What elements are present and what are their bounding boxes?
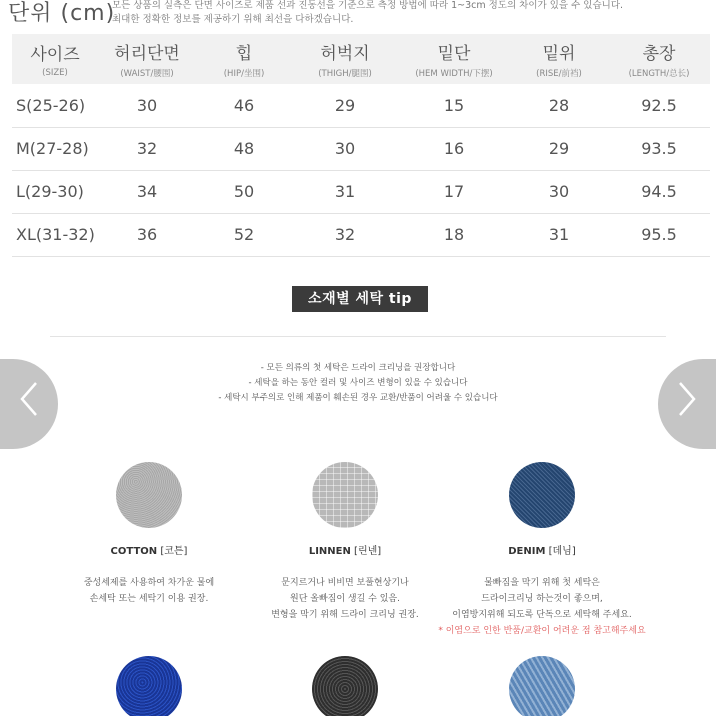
table-cell: 48 [196, 127, 292, 170]
table-row [12, 84, 710, 127]
fabric-desc-cotton: 중성세제를 사용하여 차가운 물에 손세탁 또는 세탁기 이용 권장. [83, 578, 215, 604]
table-cell: S(25-26) [12, 84, 98, 127]
table-cell: 17 [398, 170, 510, 213]
col-thigh: 허벅지 (THIGH/腿围) [292, 34, 398, 84]
table-row [12, 170, 710, 213]
wash-note: - 세탁시 부주의로 인해 제품이 훼손된 경우 교환/반품이 어려울 수 있습니다 [218, 393, 498, 403]
table-cell: 36 [98, 213, 196, 256]
table-cell: 52 [196, 213, 292, 256]
table-cell: 50 [196, 170, 292, 213]
fabric-swatch [116, 656, 182, 716]
table-cell: M(27-28) [12, 127, 98, 170]
notice-line-1: 모든 상품의 실측은 단면 사이즈로 제품 선과 진동선을 기준으로 측정 방법에 따라 1~3cm 정도의 차이가 있을 수 있습니다. [112, 0, 624, 11]
table-cell: 29 [292, 84, 398, 127]
table-cell: 31 [292, 170, 398, 213]
chevron-left-icon [17, 379, 41, 429]
table-cell: 18 [398, 213, 510, 256]
wash-tip-title: 소재별 세탁 tip [292, 286, 428, 312]
table-cell: 32 [292, 213, 398, 256]
table-cell: 32 [98, 127, 196, 170]
table-cell: 30 [98, 84, 196, 127]
table-cell: 30 [510, 170, 608, 213]
cotton-swatch [116, 462, 182, 528]
table-cell: 94.5 [608, 170, 710, 213]
table-row [12, 127, 710, 170]
denim-warning: * 이염으로 인한 반품/교환이 어려운 점 참고해주세요 [438, 626, 646, 636]
table-cell: 93.5 [608, 127, 710, 170]
table-cell: 31 [510, 213, 608, 256]
notice-line-2: 최대한 정확한 정보를 제공하기 위해 최선을 다하겠습니다. [112, 14, 354, 25]
table-cell: 46 [196, 84, 292, 127]
col-rise: 밑위 (RISE/前裆) [510, 34, 608, 84]
table-row [12, 213, 710, 256]
fabric-swatch [509, 656, 575, 716]
size-table-header [12, 34, 710, 84]
table-cell: 29 [510, 127, 608, 170]
fabric-name-denim: DENIM [데님] [508, 546, 576, 557]
table-cell: 30 [292, 127, 398, 170]
linnen-swatch [312, 462, 378, 528]
table-cell: 95.5 [608, 213, 710, 256]
chevron-right-icon [675, 379, 699, 429]
col-waist: 허리단면 (WAIST/腰围) [98, 34, 196, 84]
wash-note: - 세탁을 하는 동안 컬러 및 사이즈 변형이 있을 수 있습니다 [248, 378, 468, 388]
table-cell: 92.5 [608, 84, 710, 127]
table-cell: L(29-30) [12, 170, 98, 213]
fabric-swatch [312, 656, 378, 716]
fabric-desc-denim: 물빠짐을 막기 위해 첫 세탁은 드라이크리닝 하는것이 좋으며, 이염방지위해 되도록 단독으로 세탁해 주세요. * 이염으로 인한 반품/교환이 어려운 점 참고해주세요 [422, 575, 662, 639]
table-cell: 15 [398, 84, 510, 127]
divider [50, 336, 666, 337]
fabric-desc-linnen: 문지르거나 비비면 보풀현상기나 원단 올빠짐이 생길 수 있음. 변형을 막기 위해 드라이 크리닝 권장. [271, 578, 419, 620]
col-hip: 힙 (HIP/坐围) [196, 34, 292, 84]
col-size: 사이즈 (SIZE) [12, 34, 98, 84]
col-length: 총장 (LENGTH/总长) [608, 34, 710, 84]
denim-swatch [509, 462, 575, 528]
fabric-name-cotton: COTTON [코튼] [110, 546, 188, 557]
unit-label: 단위 (cm) [8, 1, 116, 26]
table-cell: 34 [98, 170, 196, 213]
table-cell: 28 [510, 84, 608, 127]
table-cell: 16 [398, 127, 510, 170]
col-hem: 밑단 (HEM WIDTH/下摆) [398, 34, 510, 84]
wash-note: - 모든 의류의 첫 세탁은 드라이 크리닝을 권장합니다 [260, 363, 456, 373]
fabric-name-linnen: LINNEN [린넨] [308, 546, 382, 557]
size-table [12, 34, 710, 257]
table-cell: XL(31-32) [12, 213, 98, 256]
